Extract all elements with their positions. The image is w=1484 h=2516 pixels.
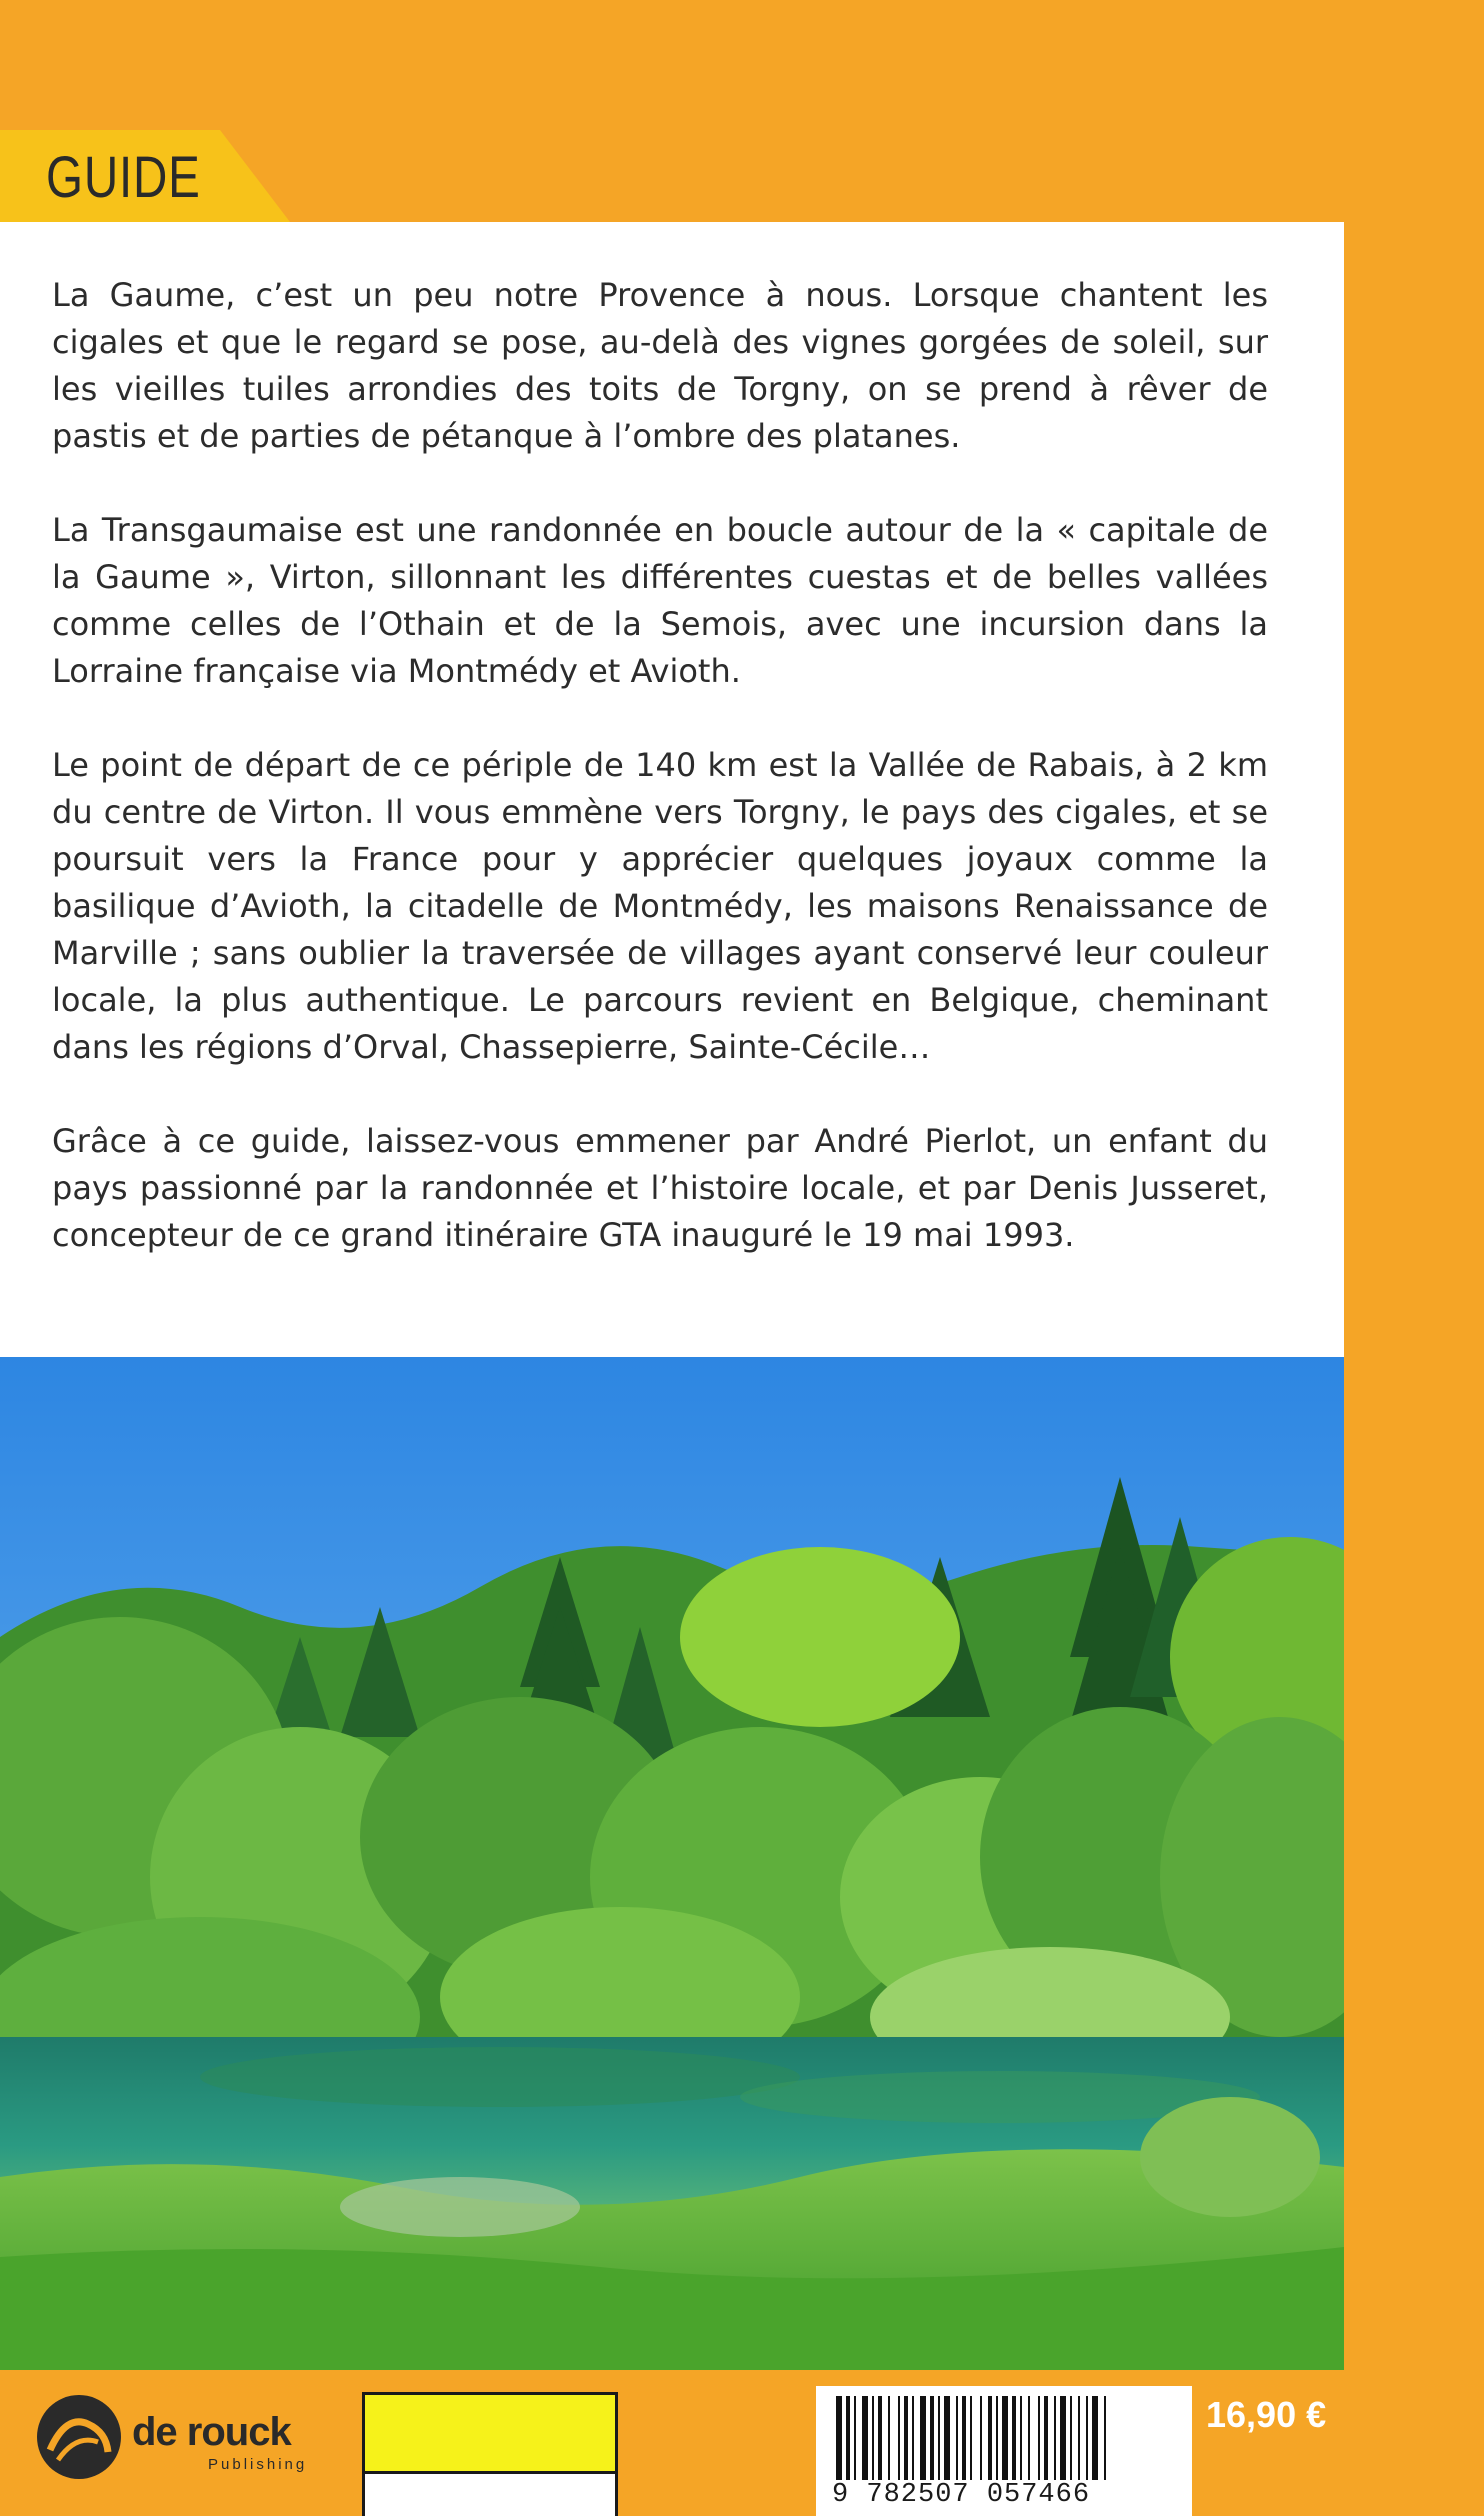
description-panel bbox=[0, 222, 1344, 1357]
publisher-logo bbox=[36, 2388, 306, 2488]
landscape-photo bbox=[0, 1357, 1344, 2370]
isbn-digits: 9 782507 057466 bbox=[832, 2480, 1091, 2510]
description-paragraph-1: La Gaume, c’est un peu notre Provence à nous. Lorsque chantent les cigales et que le regard se pose, au-delà des vignes gorgées de soleil, sur les vieilles tuiles arrondies des toits de Torgny, on se prend à rêver de pastis et de parties de pétanque à l’ombre des platanes. bbox=[52, 276, 1268, 455]
description-paragraph-4: Grâce à ce guide, laissez-vous emmener par André Pierlot, un enfant du pays passionné par la randonnée et l’histoire locale, et par Denis Jusseret, concepteur de ce grand itinéraire GTA inauguré le 19 mai 1993. bbox=[52, 1122, 1268, 1254]
barcode bbox=[816, 2386, 1192, 2516]
publisher-name: de rouck bbox=[132, 2410, 291, 2454]
publisher-emblem-icon bbox=[36, 2394, 122, 2480]
color-swatch-white bbox=[362, 2471, 618, 2516]
color-swatch-yellow bbox=[362, 2392, 618, 2474]
price-label: 16,90 € bbox=[1206, 2394, 1327, 2435]
description-paragraph-3: Le point de départ de ce périple de 140 km est la Vallée de Rabais, à 2 km du centre de Virton. Il vous emmène vers Torgny, le pays des cigales, et se poursuit vers la France pour y apprécier quelques joyaux comme la basilique d’Avioth, la citadelle de Montmédy, les maisons Renaissance de Marville ; sans oublier la traversée de villages ayant conservé leur couleur locale, la plus authentique. Le parcours revient en Belgique, cheminant dans les régions d’Orval, Chassepierre, Sainte-Cécile… bbox=[52, 746, 1268, 1066]
guide-label: GUIDE bbox=[46, 145, 201, 210]
publisher-subtitle: Publishing bbox=[208, 2456, 308, 2473]
barcode-bars bbox=[836, 2396, 1176, 2480]
description-paragraph-2: La Transgaumaise est une randonnée en boucle autour de la « capitale de la Gaume », Virton, sillonnant les différentes cuestas et de belles vallées comme celles de l’Othain et de la Semois, avec une incursion dans la Lorraine française via Montmédy et Avioth. bbox=[52, 511, 1268, 690]
